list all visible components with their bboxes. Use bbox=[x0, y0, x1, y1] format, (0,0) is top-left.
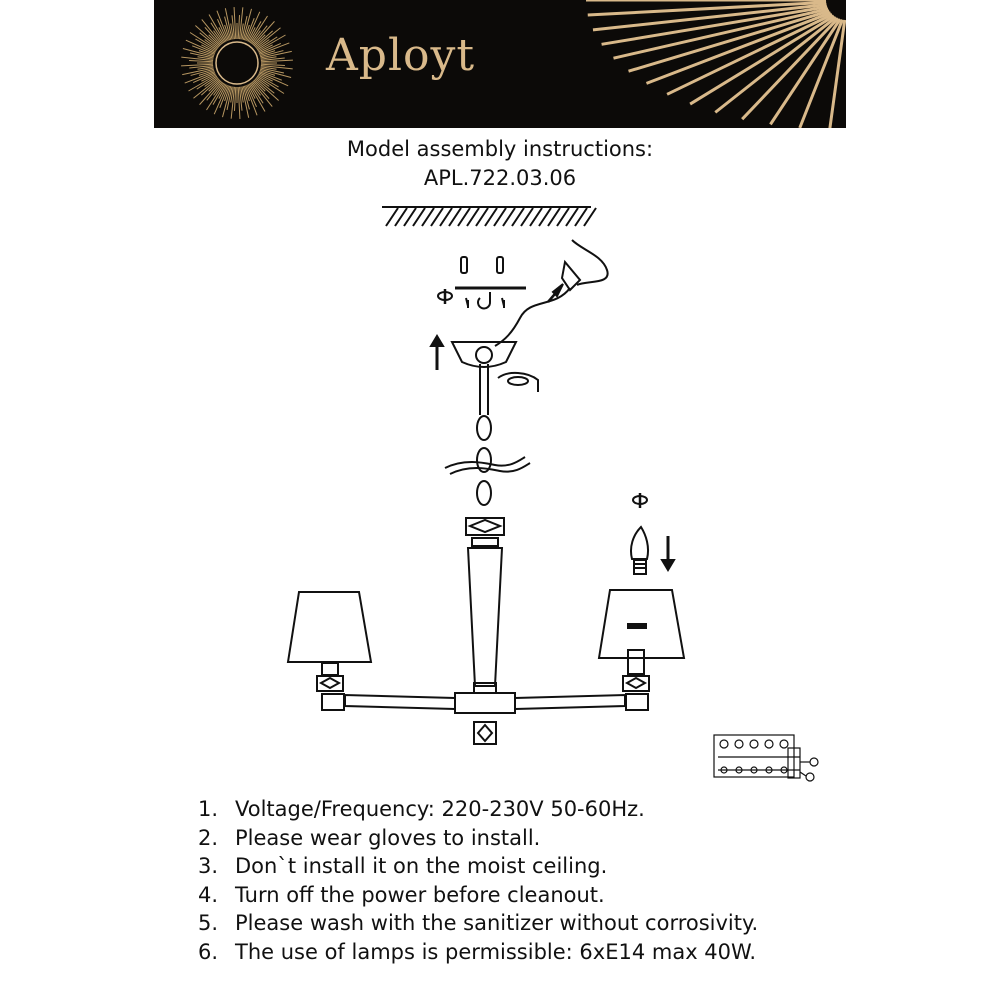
note-number: 2. bbox=[198, 825, 219, 850]
power-wires bbox=[495, 240, 608, 346]
note-text: Turn off the power before cleanout. bbox=[235, 882, 605, 907]
note-text: Voltage/Frequency: 220-230V 50-60Hz. bbox=[235, 797, 645, 821]
brand-name: Aployt bbox=[326, 30, 476, 81]
note-item bbox=[198, 881, 758, 910]
wiring-diagram-icon bbox=[714, 735, 818, 781]
instruction-notes bbox=[198, 795, 758, 966]
ceiling-hatch bbox=[382, 207, 596, 226]
note-text: Please wear gloves to install. bbox=[235, 825, 541, 850]
note-item bbox=[198, 852, 758, 881]
document-title: Model assembly instructions: bbox=[346, 137, 654, 161]
bulb-icon bbox=[631, 527, 648, 574]
ceiling-canopy bbox=[452, 342, 516, 367]
center-column bbox=[466, 518, 504, 693]
model-number: APL.722.03.06 bbox=[423, 166, 577, 190]
right-shade bbox=[599, 590, 684, 691]
note-text: Don`t install it on the moist ceiling. bbox=[235, 854, 608, 878]
assembly-drawing bbox=[0, 195, 1000, 795]
note-text: Please wash with the sanitizer without corrosivity. bbox=[235, 911, 759, 935]
arrow-down-icon bbox=[662, 536, 674, 570]
note-item bbox=[198, 795, 758, 824]
brand-banner bbox=[154, 0, 846, 128]
mounting-bracket bbox=[455, 257, 526, 308]
sun-logo-icon bbox=[154, 0, 846, 128]
note-number: 1. bbox=[198, 797, 219, 821]
rotate-icon bbox=[633, 493, 647, 508]
note-text: The use of lamps is permissible: 6xE14 max 40W. bbox=[235, 939, 757, 964]
note-item bbox=[198, 824, 758, 853]
note-item bbox=[198, 909, 758, 938]
left-shade bbox=[288, 592, 371, 691]
rotate-icon bbox=[498, 373, 538, 392]
note-number: 6. bbox=[198, 939, 219, 964]
rotate-icon bbox=[438, 289, 452, 304]
note-number: 5. bbox=[198, 911, 219, 935]
lamp-arms bbox=[322, 693, 648, 744]
note-number: 3. bbox=[198, 854, 219, 878]
note-number: 4. bbox=[198, 882, 219, 907]
arrow-up-icon bbox=[431, 336, 443, 370]
note-item bbox=[198, 938, 758, 967]
